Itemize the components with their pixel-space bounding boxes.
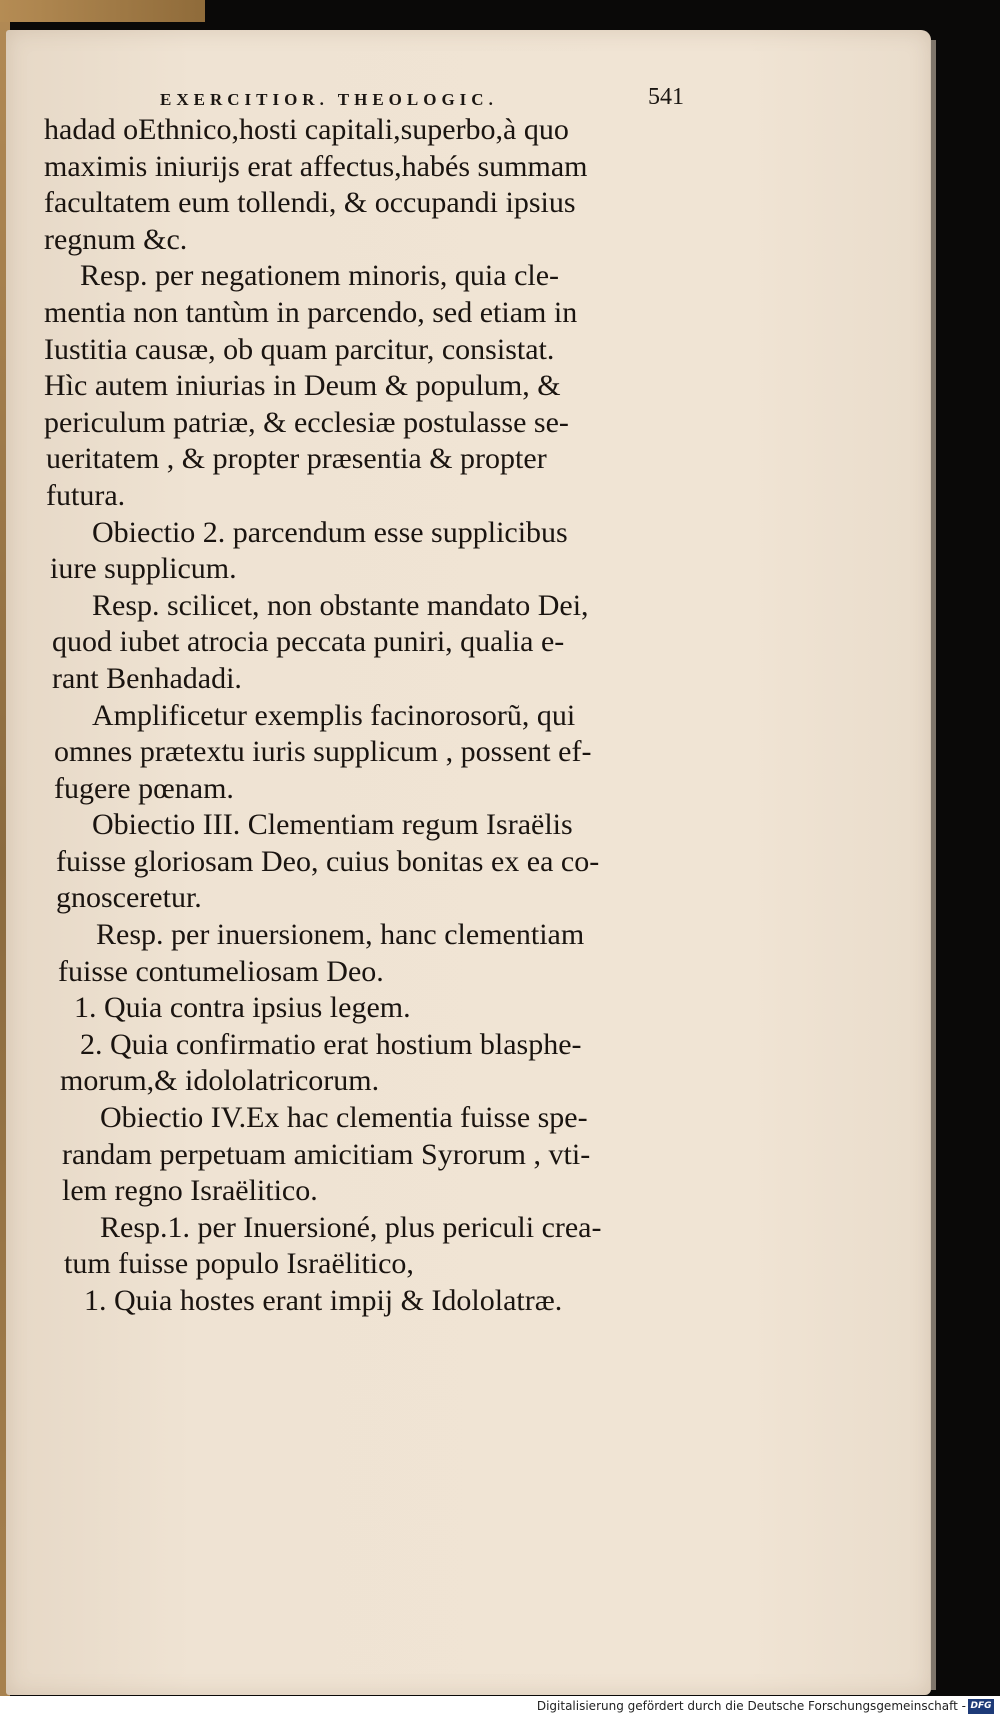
text-line: Amplificetur exemplis facinorosorũ, qui (92, 698, 576, 732)
page-number: 541 (648, 84, 684, 110)
text-line: ueritatem , & propter præsentia & propter (46, 442, 547, 476)
text-line: Obiectio III. Clementiam regum Israëlis (92, 808, 573, 842)
dfg-logo: DFG (968, 1699, 994, 1714)
text-line: periculum patriæ, & ecclesiæ postulasse se- (44, 405, 569, 439)
text-line: 1. Quia contra ipsius legem. (74, 991, 411, 1025)
digitization-footer (0, 1696, 1000, 1718)
text-line: hadad oEthnico,hosti capitali,superbo,à quo (44, 113, 569, 146)
text-line: regnum &c. (44, 222, 188, 256)
text-line: Resp.1. per Inuersioné, plus periculi crea- (100, 1210, 602, 1244)
text-line: fuisse gloriosam Deo, cuius bonitas ex ea co- (56, 844, 600, 878)
text-line: maximis iniurijs erat affectus,habés summam (44, 149, 588, 183)
text-line: facultatem eum tollendi, & occupandi ipsius (44, 186, 576, 220)
text-line: Resp. per negationem minoris, quia cle- (80, 259, 560, 293)
text-line: randam perpetuam amicitiam Syrorum , vti- (62, 1137, 591, 1171)
text-line: Iustitia causæ, ob quam parcitur, consistat. (44, 332, 555, 366)
text-line: gnosceretur. (56, 881, 202, 915)
body-text (44, 112, 689, 1320)
text-line: iure supplicum. (50, 552, 237, 586)
text-line: Resp. scilicet, non obstante mandato Dei, (92, 588, 589, 622)
text-line: 1. Quia hostes erant impij & Idololatræ. (84, 1284, 563, 1317)
text-line: fuisse contumeliosam Deo. (58, 954, 384, 988)
funding-credit: Digitalisierung gefördert durch die Deutsche Forschungsgemeinschaft - (536, 1699, 966, 1713)
text-line: omnes prætextu iuris supplicum , possent ef- (54, 735, 592, 769)
text-line: mentia non tantùm in parcendo, sed etiam in (44, 295, 578, 329)
text-line: tum fuisse populo Israëlitico, (64, 1247, 414, 1281)
text-line: quod iubet atrocia peccata puniri, qualia e- (52, 625, 565, 659)
text-line: Hìc autem iniurias in Deum & populum, & (44, 369, 561, 403)
text-line: rant Benhadadi. (52, 661, 242, 695)
text-line: futura. (46, 478, 126, 512)
text-line: Obiectio IV.Ex hac clementia fuisse spe- (100, 1101, 588, 1135)
text-line: morum,& idololatricorum. (60, 1064, 380, 1098)
text-line: lem regno Israëlitico. (62, 1174, 318, 1208)
text-line: 2. Quia confirmatio erat hostium blasphe- (80, 1027, 582, 1061)
text-line: Obiectio 2. parcendum esse supplicibus (92, 515, 568, 549)
top-left-scan-edge (0, 0, 205, 22)
running-head: EXERCITIOR. THEOLOGIC. (160, 90, 498, 109)
page-right-edge (930, 40, 936, 1690)
text-line: Resp. per inuersionem, hanc clementiam (96, 918, 585, 952)
text-line: fugere pœnam. (54, 771, 234, 805)
